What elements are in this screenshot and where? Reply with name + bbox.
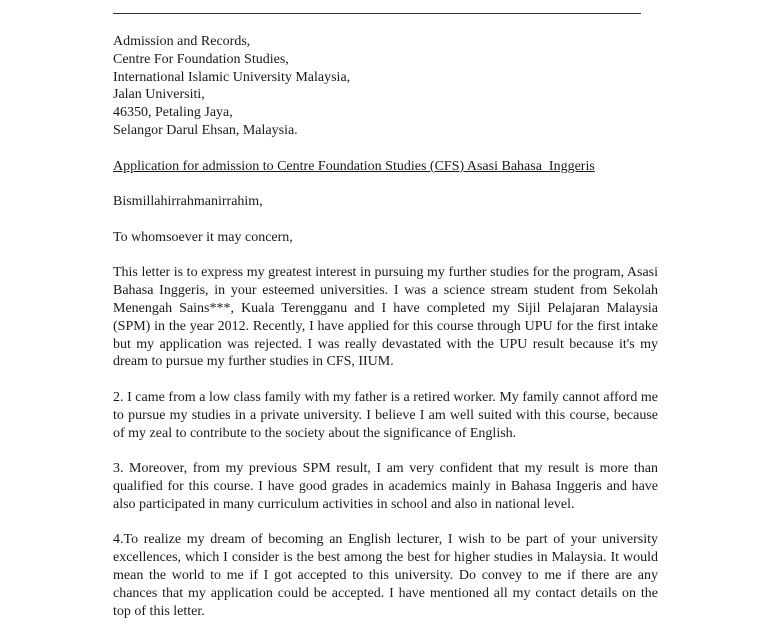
body-paragraph: 2. I came from a low class family with my father is a retired worker. My family cannot afford me to pursue my studies in a private university. I believe I am well suited with this course, because of my zeal to contribute to the society about the significance of English. [113,389,658,441]
recipient-address [113,33,658,140]
address-line: Centre For Foundation Studies, [113,51,289,67]
address-line: Jalan Universiti, [113,87,205,103]
address-line: International Islamic University Malaysia, [113,69,351,85]
body-paragraph: 3. Moreover, from my previous SPM result, I am very confident that my result is more than qualified for this course. I have good grades in academics mainly in Bahasa Inggeris and have also participated in many curriculum activities in school and also in national level. [113,461,658,512]
letter-body [113,33,658,620]
address-line: Admission and Records, [113,34,251,49]
top-divider [113,13,641,14]
letter-salutation: To whomsoever it may concern, [113,229,293,245]
body-paragraph: 4.To realize my dream of becoming an English lecturer, I wish to be part of your university excellences, which I consider is the best among the best for higher studies in Malaysia. It would mean the world to me if I got accepted to this university. Do convey to me if there are any chances that my application could be accepted. I have mentioned all my contact details on the top of this letter. [113,532,658,619]
letter-greeting: Bismillahirrahmanirrahim, [113,194,263,210]
body-paragraph: This letter is to express my greatest interest in pursuing my further studies for the program, Asasi Bahasa Inggeris, in your esteemed universities. I was a science stream student from Sekolah Menengah Sains***, Kuala Terengganu and I have completed my Sijil Pelajaran Malaysia (SPM) in the year 2012. Recently, I have applied for this course through UPU for the first intake but my application was rejected. I was really devastated with the UPU result because it's my dream to pursue my further studies in CFS, IIUM. [113,265,658,370]
address-line: Selangor Darul Ehsan, Malaysia. [113,122,298,138]
letter-subject: Application for admission to Centre Foundation Studies (CFS) Asasi Bahasa Inggeris [113,158,595,174]
address-line: 46350, Petaling Jaya, [113,105,233,121]
